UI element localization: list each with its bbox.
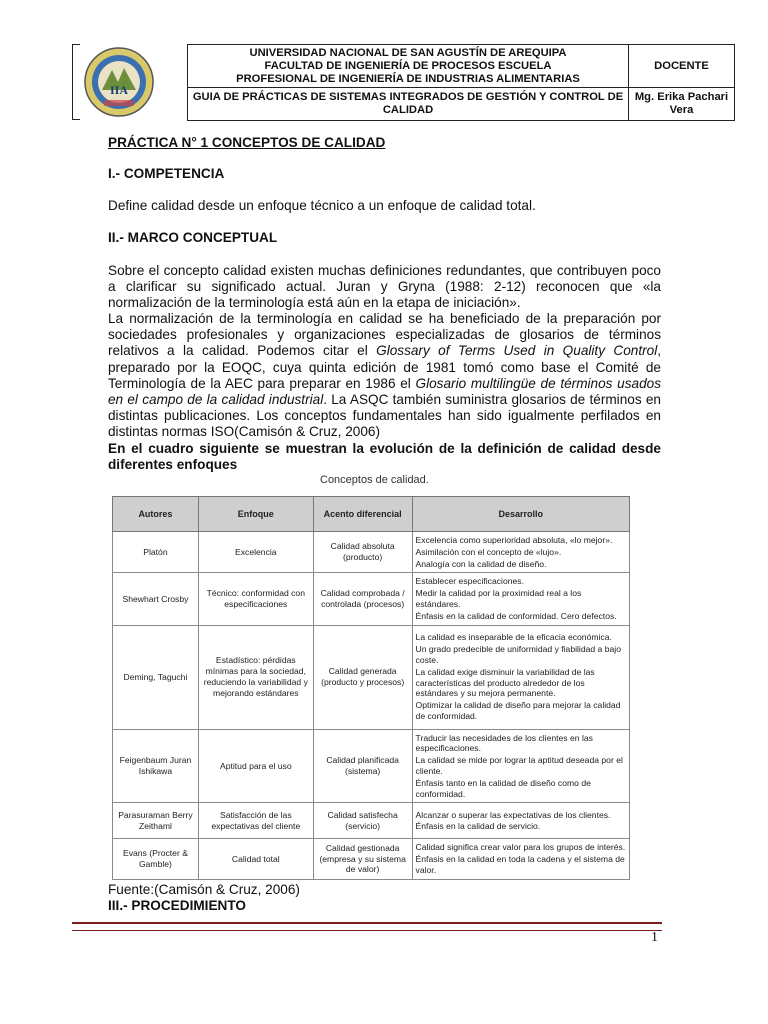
cell-desarrollo: Calidad significa crear valor para los grupos de interés. Énfasis en la calidad en toda la cadena y el sistema de valor. <box>412 839 629 879</box>
table-row <box>113 803 630 839</box>
university-logo <box>82 44 156 120</box>
cell-enfoque: Satisfacción de las expectativas del cliente <box>198 803 313 839</box>
table-row <box>113 625 630 729</box>
practice-title: PRÁCTICA N° 1 CONCEPTOS DE CALIDAD <box>108 135 386 150</box>
cell-enfoque: Excelencia <box>198 532 313 573</box>
cell-desarrollo: Excelencia como superioridad absoluta, «lo mejor». Asimilación con el concepto de «lujo». Analogía con la calidad de diseño. <box>412 532 629 573</box>
page-number: 1 <box>651 930 658 945</box>
section-1-title: I.- COMPETENCIA <box>108 166 225 181</box>
quality-concepts-table <box>112 496 630 880</box>
table-row <box>113 839 630 879</box>
cell-desarrollo: Traducir las necesidades de los clientes en las especificaciones. La calidad se mide por lograr la aptitud deseada por el cliente. Énfasis tanto en la calidad de diseño como de conformidad. <box>412 729 629 803</box>
paragraph-3: En el cuadro siguiente se muestran la evolución de la definición de calidad desde diferentes enfoques <box>108 441 661 472</box>
table-row <box>113 532 630 573</box>
cell-desarrollo: Alcanzar o superar las expectativas de los clientes. Énfasis en la calidad de servicio. <box>412 803 629 839</box>
university-name: UNIVERSIDAD NACIONAL DE SAN AGUSTÍN DE AREQUIPA FACULTAD DE INGENIERÍA DE PROCESOS ESCUELA PROFESIONAL DE INGENIERÍA DE INDUSTRIAS ALIMENTARIAS <box>188 45 629 88</box>
cell-acento: Calidad gestionada (empresa y su sistema de valor) <box>313 839 412 879</box>
column-header: Autores <box>113 497 199 532</box>
table-header-row <box>113 497 630 532</box>
cell-desarrollo: Establecer especificaciones. Medir la calidad por la proximidad real a los estándares. Énfasis en la calidad de conformidad. Cero defectos. <box>412 573 629 625</box>
cell-autores: Shewhart Crosby <box>113 573 199 625</box>
guide-title: GUIA DE PRÁCTICAS DE SISTEMAS INTEGRADOS DE GESTIÓN Y CONTROL DE CALIDAD <box>188 88 629 121</box>
cell-autores: Evans (Procter & Gamble) <box>113 839 199 879</box>
table-row <box>113 573 630 625</box>
cell-enfoque: Calidad total <box>198 839 313 879</box>
cell-acento: Calidad absoluta (producto) <box>313 532 412 573</box>
cell-enfoque: Técnico: conformidad con especificaciones <box>198 573 313 625</box>
document-header <box>72 44 729 120</box>
footer-rule <box>72 922 662 931</box>
source-citation: Fuente:(Camisón & Cruz, 2006) <box>108 882 300 897</box>
section-1-text: Define calidad desde un enfoque técnico a un enfoque de calidad total. <box>108 198 536 213</box>
cell-autores: Parasuraman Berry Zeithaml <box>113 803 199 839</box>
cell-desarrollo: La calidad es inseparable de la eficacia económica. Un grado predecible de uniformidad y fiabilidad a bajo coste. La calidad exige disminuir la variabilidad de las características del producto alrededor de los estándares y su mejora permanente. Optimizar la calidad de diseño para mejorar la calidad de conformidad. <box>412 625 629 729</box>
cell-enfoque: Estadístico: pérdidas mínimas para la sociedad, reduciendo la variabilidad y mejorando estándares <box>198 625 313 729</box>
docente-label: DOCENTE <box>629 45 735 88</box>
teacher-name: Mg. Erika Pachari Vera <box>629 88 735 121</box>
cell-autores: Platón <box>113 532 199 573</box>
figure-title: Conceptos de calidad. <box>320 474 429 486</box>
header-table <box>187 44 735 121</box>
cell-acento: Calidad planificada (sistema) <box>313 729 412 803</box>
logo-text: IIA <box>109 83 129 97</box>
cell-acento: Calidad generada (producto y procesos) <box>313 625 412 729</box>
column-header: Acento diferencial <box>313 497 412 532</box>
column-header: Desarrollo <box>412 497 629 532</box>
cell-enfoque: Aptitud para el uso <box>198 729 313 803</box>
cell-autores: Deming, Taguchi <box>113 625 199 729</box>
paragraph-2: La normalización de la terminología en calidad se ha beneficiado de la preparación por sociedades profesionales y organizaciones especializadas de glosarios de términos relativos a la calidad. Podemos citar el Glossary of Terms Used in Quality Control, preparado por la EOQC, cuya quinta edición de 1981 tomó como base el Comité de Terminología de la AEC para preparar en 1986 el Glosario multilingüe de términos usados en el campo de la calidad industrial. La ASQC también suministra glosarios de términos en distintas publicaciones. Los conceptos fundamentales han sido igualmente perfilados en distintas normas ISO(Camisón & Cruz, 2006) <box>108 311 661 440</box>
header-bracket <box>72 44 80 120</box>
table-row <box>113 729 630 803</box>
column-header: Enfoque <box>198 497 313 532</box>
cell-acento: Calidad comprobada / controlada (procesos) <box>313 573 412 625</box>
section-3-title: III.- PROCEDIMIENTO <box>108 898 246 913</box>
paragraph-1: Sobre el concepto calidad existen muchas definiciones redundantes, que contribuyen poco a clarificar su significado actual. Juran y Gryna (1988: 2-12) reconocen que «la normalización de la terminología está aún en la etapa de iniciación». <box>108 263 661 311</box>
section-2-title: II.- MARCO CONCEPTUAL <box>108 230 278 245</box>
cell-acento: Calidad satisfecha (servicio) <box>313 803 412 839</box>
cell-autores: Feigenbaum Juran Ishikawa <box>113 729 199 803</box>
